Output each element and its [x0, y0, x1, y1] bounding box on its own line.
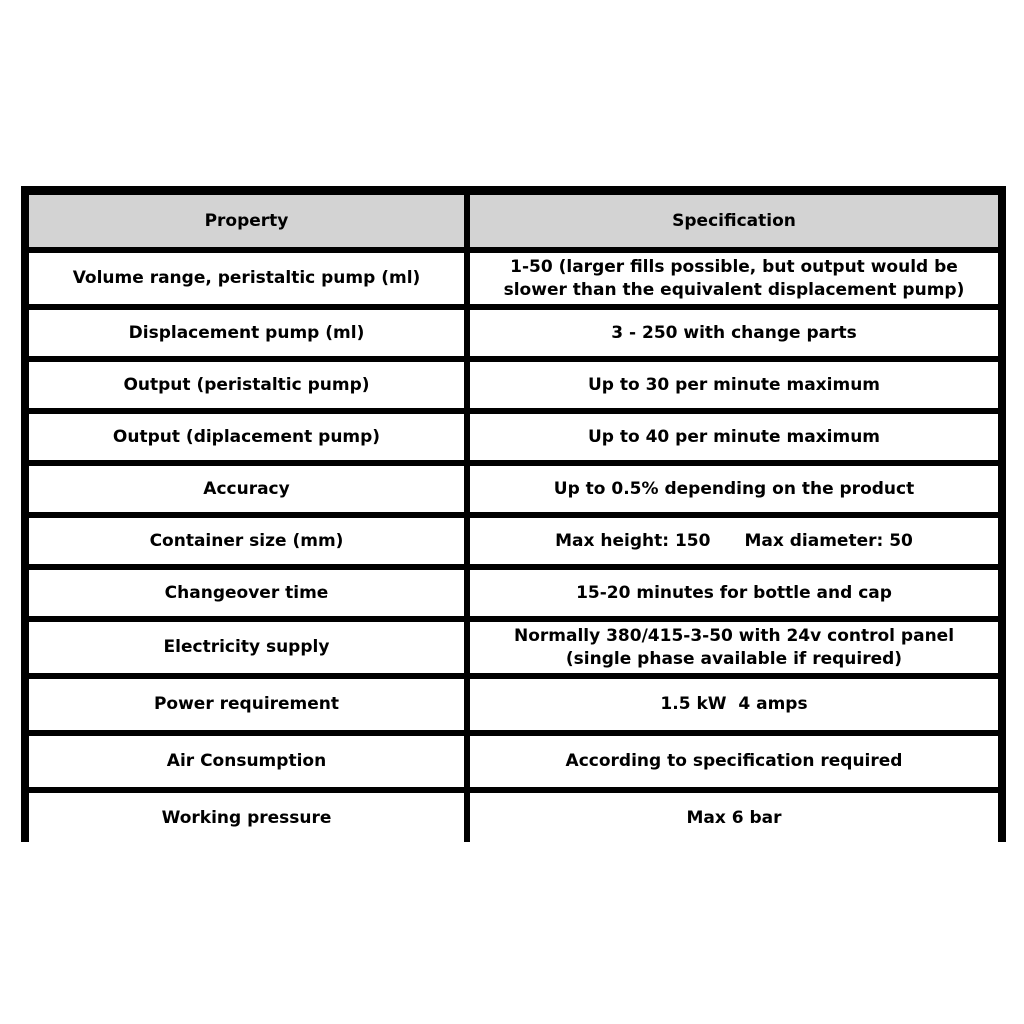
specification-cell: Up to 0.5% depending on the product	[470, 466, 998, 512]
property-cell: Output (diplacement pump)	[29, 414, 464, 460]
table-row	[29, 793, 998, 844]
property-cell: Accuracy	[29, 466, 464, 512]
table-row	[29, 736, 998, 787]
table-row	[29, 622, 998, 673]
property-cell: Power requirement	[29, 679, 464, 730]
property-cell: Air Consumption	[29, 736, 464, 787]
specification-line: slower than the equivalent displacement pump)	[503, 279, 965, 300]
specification-cell: Up to 40 per minute maximum	[470, 414, 998, 460]
property-cell: Electricity supply	[29, 622, 464, 673]
property-cell: Working pressure	[29, 793, 464, 844]
table-row	[29, 414, 998, 460]
specification-line: 1-50 (larger fills possible, but output would be	[510, 256, 958, 277]
table-row	[29, 362, 998, 408]
specification-cell: According to specification required	[470, 736, 998, 787]
specification-cell	[470, 622, 998, 673]
specification-line: (single phase available if required)	[565, 648, 903, 669]
specification-cell: 3 - 250 with change parts	[470, 310, 998, 356]
property-cell: Volume range, peristaltic pump (ml)	[29, 253, 464, 304]
specification-cell: 1.5 kW 4 amps	[470, 679, 998, 730]
property-cell: Displacement pump (ml)	[29, 310, 464, 356]
table-header-row	[29, 195, 998, 247]
specification-cell: Up to 30 per minute maximum	[470, 362, 998, 408]
table-row	[29, 570, 998, 616]
table-row	[29, 679, 998, 730]
table-row	[29, 518, 998, 564]
header-property: Property	[29, 195, 464, 247]
property-cell: Container size (mm)	[29, 518, 464, 564]
property-cell: Changeover time	[29, 570, 464, 616]
table-row	[29, 310, 998, 356]
table-row	[29, 466, 998, 512]
specification-cell	[470, 253, 998, 304]
header-specification: Specification	[470, 195, 998, 247]
specification-cell	[470, 518, 998, 564]
max-diameter-value: Max diameter: 50	[744, 530, 913, 551]
specification-cell: Max 6 bar	[470, 793, 998, 844]
specification-table	[21, 186, 1006, 842]
max-height-value: Max height: 150	[555, 530, 711, 551]
specification-line: Normally 380/415-3-50 with 24v control panel	[513, 625, 955, 646]
specification-cell: 15-20 minutes for bottle and cap	[470, 570, 998, 616]
property-cell: Output (peristaltic pump)	[29, 362, 464, 408]
table-row	[29, 253, 998, 304]
